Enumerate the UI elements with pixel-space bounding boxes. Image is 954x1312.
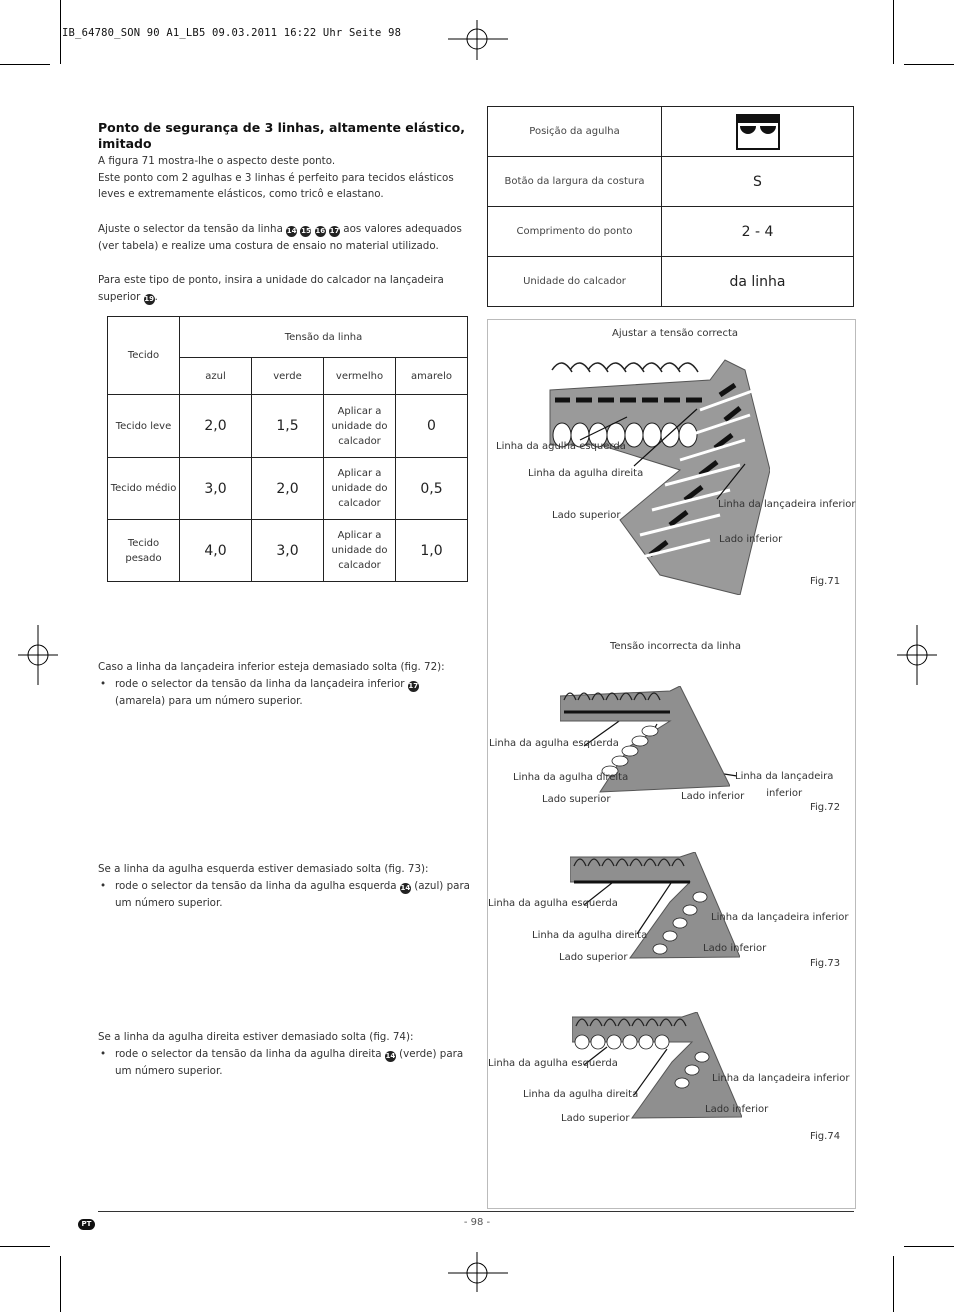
label-left-needle: Linha da agulha esquerda xyxy=(496,441,626,452)
label-upper-side: Lado superior xyxy=(542,794,611,805)
label-lower-side: Lado inferior xyxy=(703,943,767,954)
value-cell: 0,5 xyxy=(396,458,468,520)
language-badge: PT xyxy=(78,1219,95,1230)
label-right-needle: Linha da agulha direita xyxy=(523,1089,639,1100)
color-amarelo: amarelo xyxy=(396,358,468,395)
value-cell: 4,0 xyxy=(180,520,252,582)
label-lower-looper: Linha da lançadeira inferior xyxy=(711,912,849,923)
setting-label: Comprimento do ponto xyxy=(488,207,662,257)
intro-paragraph xyxy=(98,153,470,203)
color-vermelho: vermelho xyxy=(324,358,396,395)
value-cell: 1,0 xyxy=(396,520,468,582)
value-cell: 3,0 xyxy=(252,520,324,582)
label-upper-side: Lado superior xyxy=(559,952,628,963)
registration-mark xyxy=(897,625,937,685)
needle-position-value xyxy=(662,107,854,157)
setting-value: 2 - 4 xyxy=(662,207,854,257)
section-title: Ponto de segurança de 3 linhas, altamente elástico, imitado xyxy=(98,120,465,151)
print-slug: IB_64780_SON 90 A1_LB5 09.03.2011 16:22 Uhr Seite 98 xyxy=(62,27,402,39)
instruction-intro: Caso a linha da lançadeira inferior esteja demasiado solta (fig. 72): xyxy=(98,661,445,673)
setting-label: Posição da agulha xyxy=(488,107,662,157)
figure-title: Tensão incorrecta da linha xyxy=(610,641,741,652)
label-lower-looper: Linha da lançadeira inferior xyxy=(718,499,856,510)
value-cell: 3,0 xyxy=(180,458,252,520)
number-badge: 19 xyxy=(144,294,155,303)
registration-mark xyxy=(448,20,508,60)
crop-mark xyxy=(904,64,954,65)
number-badge: 16 xyxy=(315,227,326,235)
crop-mark xyxy=(60,0,61,64)
crop-mark xyxy=(0,1246,50,1247)
crop-mark xyxy=(893,0,894,64)
header-tension: Tensão da linha xyxy=(180,317,468,358)
fabric-cell: Tecido leve xyxy=(108,395,180,458)
two-needle-icon xyxy=(736,114,780,150)
setting-label: Unidade do calcador xyxy=(488,257,662,307)
fabric-cell: Tecido pesado xyxy=(108,520,180,582)
setting-label: Botão da largura da costura xyxy=(488,157,662,207)
instruction-bullet: • rode o selector da tensão da linha da agulha direita 14 (verde) para um número superior. xyxy=(100,1048,464,1077)
number-badge: 17 xyxy=(329,227,340,235)
fabric-cell: Tecido médio xyxy=(108,458,180,520)
label-lower-looper: Linha da lançadeira inferior xyxy=(735,771,834,799)
table-row xyxy=(108,520,468,582)
intro-line-1: A figura 71 mostra-lhe o aspecto deste ponto. xyxy=(98,155,336,167)
registration-mark xyxy=(448,1252,508,1292)
number-badge: 14 xyxy=(286,227,297,235)
value-cell: 1,5 xyxy=(252,395,324,458)
figure-caption: Fig.73 xyxy=(810,958,841,969)
value-cell: 0 xyxy=(396,395,468,458)
value-cell: Aplicar a unidade do calcador xyxy=(324,520,396,582)
settings-table xyxy=(487,106,854,307)
color-verde: verde xyxy=(252,358,324,395)
number-badge: 17 xyxy=(408,682,419,690)
figure-caption: Fig.72 xyxy=(810,802,841,813)
number-badge: 14 xyxy=(385,1052,396,1060)
instruction-intro: Se a linha da agulha esquerda estiver demasiado solta (fig. 73): xyxy=(98,863,429,875)
label-right-needle: Linha da agulha direita xyxy=(528,468,644,479)
instruction-bullet: • rode o selector da tensão da linha da lançadeira inferior 17 (amarela) para um número superior. xyxy=(100,678,419,707)
crop-mark xyxy=(893,1256,894,1312)
figure-title: Ajustar a tensão correcta xyxy=(612,328,739,339)
number-badge: 15 xyxy=(301,227,311,235)
registration-mark xyxy=(18,625,58,685)
intro-line-2: Este ponto com 2 agulhas e 3 linhas é perfeito para tecidos elásticos leves e extremamente elásticos, como tricô e elastano. xyxy=(98,171,454,200)
instruction-intro: Se a linha da agulha direita estiver demasiado solta (fig. 74): xyxy=(98,1031,414,1043)
instruction-bullet: • rode o selector da tensão da linha da agulha esquerda 14 (azul) para um número superior. xyxy=(100,880,470,909)
value-cell: Aplicar a unidade do calcador xyxy=(324,395,396,458)
label-left-needle: Linha da agulha esquerda xyxy=(489,738,619,749)
insert-paragraph: Para este tipo de ponto, insira a unidade do calcador na lançadeira superior 19. xyxy=(98,274,444,303)
label-lower-side: Lado inferior xyxy=(705,1104,769,1115)
label-right-needle: Linha da agulha direita xyxy=(532,930,648,941)
value-cell: Aplicar a unidade do calcador xyxy=(324,458,396,520)
value-cell: 2,0 xyxy=(252,458,324,520)
color-azul: azul xyxy=(180,358,252,395)
header-fabric: Tecido xyxy=(108,317,180,395)
label-right-needle: Linha da agulha direita xyxy=(513,772,629,783)
figure-caption: Fig.74 xyxy=(810,1131,841,1142)
label-lower-looper: Linha da lançadeira inferior xyxy=(712,1073,850,1084)
crop-mark xyxy=(904,1246,954,1247)
adjust-paragraph: Ajuste o selector da tensão da linha 14 15 16 17 aos valores adequados (ver tabela) e realize uma costura de ensaio no material utilizado. xyxy=(98,223,462,252)
footer-rule xyxy=(98,1211,854,1212)
table-row xyxy=(108,395,468,458)
label-lower-side: Lado inferior xyxy=(681,791,745,802)
value-cell: 2,0 xyxy=(180,395,252,458)
number-badge: 14 xyxy=(400,884,411,892)
label-left-needle: Linha da agulha esquerda xyxy=(488,898,618,909)
label-left-needle: Linha da agulha esquerda xyxy=(488,1058,618,1069)
figure-caption: Fig.71 xyxy=(810,576,841,587)
page-number: - 98 - xyxy=(463,1217,491,1228)
crop-mark xyxy=(0,64,50,65)
label-upper-side: Lado superior xyxy=(561,1113,630,1124)
label-upper-side: Lado superior xyxy=(552,510,621,521)
crop-mark xyxy=(60,1256,61,1312)
table-row xyxy=(108,458,468,520)
tension-table xyxy=(107,316,468,582)
setting-value: S xyxy=(662,157,854,207)
label-lower-side: Lado inferior xyxy=(719,534,783,545)
setting-value: da linha xyxy=(662,257,854,307)
